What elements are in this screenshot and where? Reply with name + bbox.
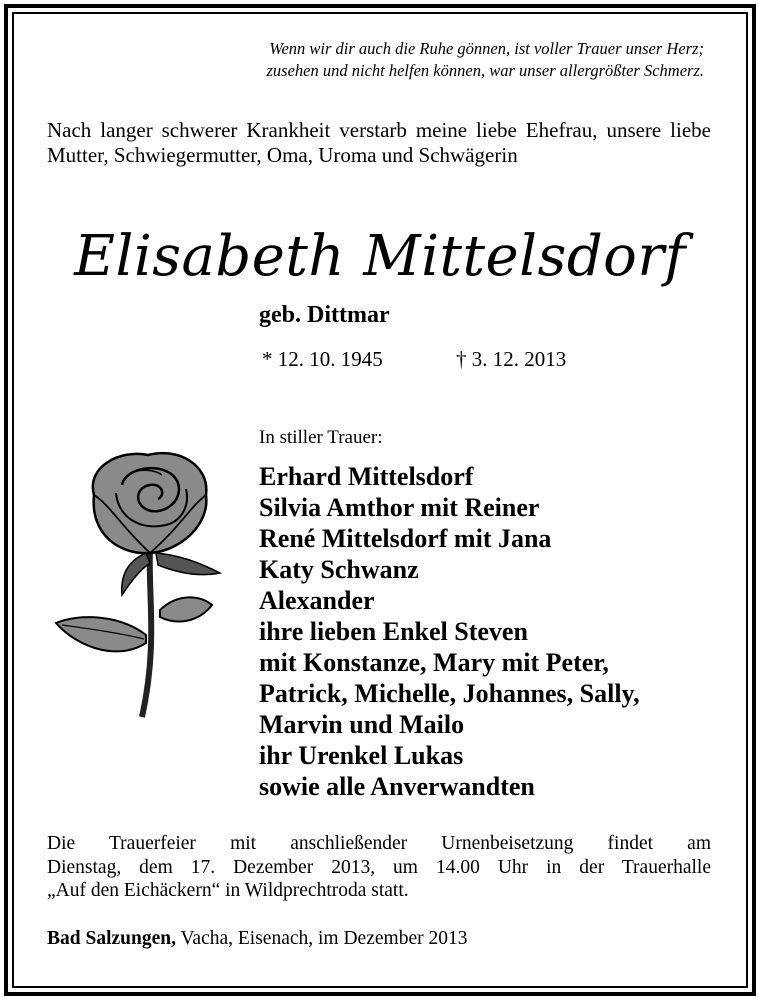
rose-icon [50, 445, 230, 725]
closing-line [47, 928, 467, 950]
mourner-line: sowie alle Anverwandten [259, 772, 535, 801]
birth-date: * 12. 10. 1945 [262, 347, 383, 371]
mourner-line: Silvia Amthor mit Reiner [259, 493, 540, 522]
mourner-line: mit Konstanze, Mary mit Peter, [259, 648, 609, 677]
mourning-heading: In stiller Trauer: [259, 427, 383, 448]
closing-place: Bad Salzungen, [47, 928, 176, 949]
mourner-line: Erhard Mittelsdorf [259, 462, 474, 491]
mourner-line: Patrick, Michelle, Johannes, Sally, [259, 679, 640, 708]
poem [267, 38, 705, 82]
mourner-line: Alexander [259, 586, 375, 615]
poem-line-1: Wenn wir dir auch die Ruhe gönnen, ist voller Trauer unser Herz; [269, 39, 704, 58]
mourner-line: ihre lieben Enkel Steven [259, 617, 528, 646]
mourner-line: René Mittelsdorf mit Jana [259, 524, 552, 553]
mourner-line: Katy Schwanz [259, 555, 419, 584]
closing-rest: Vacha, Eisenach, im Dezember 2013 [180, 928, 468, 949]
birth-name: geb. Dittmar [259, 302, 390, 328]
mourner-line: Marvin und Mailo [259, 710, 465, 739]
poem-line-2: zusehen und nicht helfen können, war unser allergrößter Schmerz. [266, 61, 704, 80]
funeral-line: „Auf den Eichäckern“ in Wildprechtroda statt. [47, 880, 409, 901]
intro-text: Nach langer schwerer Krankheit verstarb meine liebe Ehefrau, unsere liebe Mutter, Schwiegermutter, Oma, Uroma und Schwägerin [47, 118, 711, 167]
deceased-name: Elisabeth Mittelsdorf [74, 224, 686, 289]
mourner-line: ihr Urenkel Lukas [259, 741, 464, 770]
funeral-line: Dienstag, dem 17. Dezember 2013, um 14.00 Uhr in der Trauerhalle [47, 856, 711, 878]
mourners-list [259, 461, 640, 802]
funeral-line: Die Trauerfeier mit anschließender Urnenbeisetzung findet am [47, 833, 711, 854]
funeral-notice [47, 832, 711, 903]
death-date: † 3. 12. 2013 [456, 347, 567, 371]
